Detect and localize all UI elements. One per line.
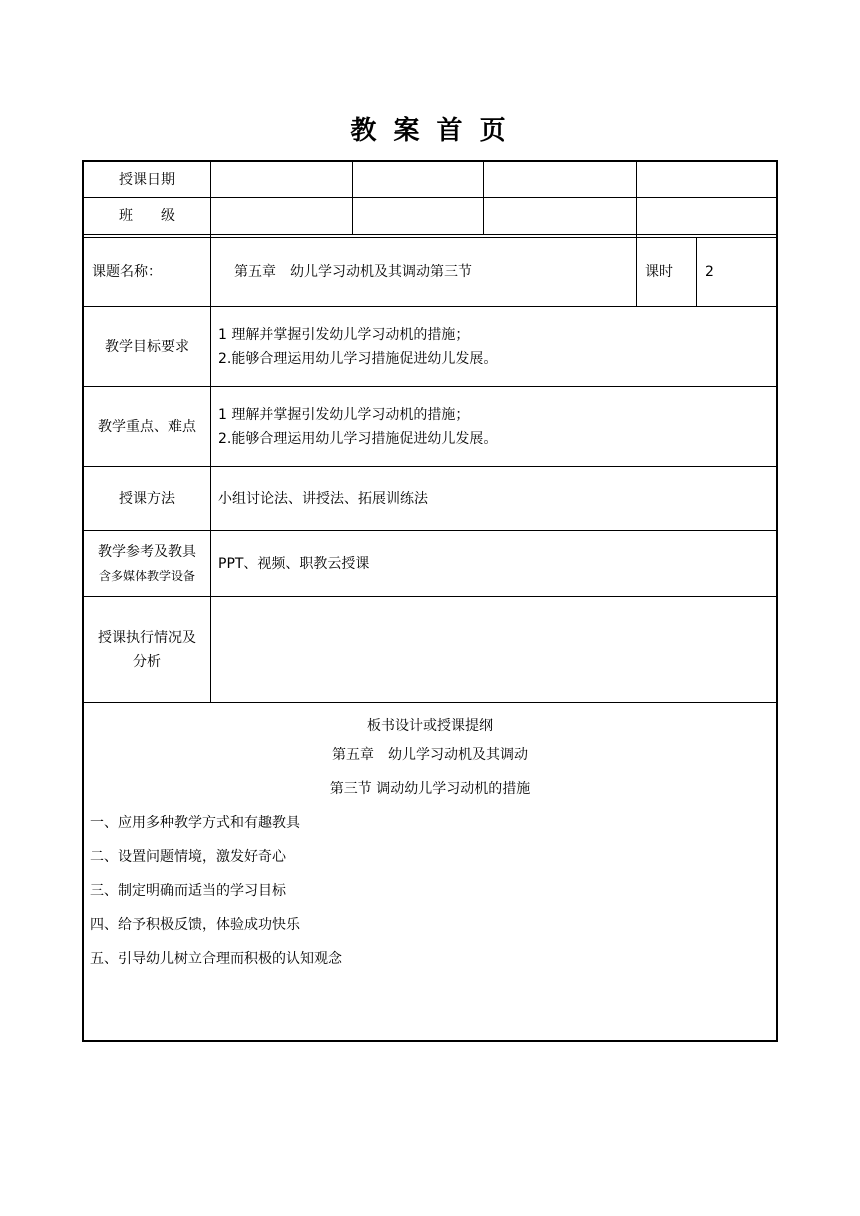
date-cell-2[interactable]: [353, 162, 483, 198]
objective-line: 2.能够合理运用幼儿学习措施促进幼儿发展。: [218, 350, 498, 367]
date-cell-1[interactable]: [211, 162, 352, 198]
date-cell-4[interactable]: [637, 162, 776, 198]
key-points-label: 教学重点、难点: [98, 418, 196, 435]
references-label-line1: 教学参考及教具: [98, 543, 196, 560]
objective-line: 1 理解并掌握引发幼儿学习动机的措施；: [218, 326, 470, 343]
date-cell-3[interactable]: [484, 162, 636, 198]
class-label: 班 级: [119, 208, 175, 224]
class-cell-2[interactable]: [353, 198, 483, 234]
references-label-line2: 含多媒体教学设备: [98, 568, 195, 583]
execution-label-line2: 分析: [133, 653, 161, 670]
hours-value: 2: [705, 264, 714, 280]
board-heading: 板书设计或授课提纲: [367, 718, 493, 734]
references-value: PPT、视频、职教云授课: [218, 555, 370, 572]
objectives-content: [218, 307, 774, 386]
execution-label-line1: 授课执行情况及: [98, 629, 196, 646]
page-title: 教 案 首 页: [350, 116, 510, 146]
board-chapter: 第五章 幼儿学习动机及其调动: [332, 747, 528, 763]
objectives-label: 教学目标要求: [105, 338, 189, 355]
execution-label: [84, 597, 210, 702]
execution-value[interactable]: [218, 597, 774, 702]
row-divider: [84, 702, 776, 703]
column-divider: [696, 237, 697, 307]
hours-label: 课时: [645, 264, 673, 280]
class-cell-3[interactable]: [484, 198, 636, 234]
topic-value: 第五章 幼儿学习动机及其调动第三节: [234, 264, 472, 280]
column-divider: [210, 162, 211, 702]
board-section: 第三节 调动幼儿学习动机的措施: [329, 781, 531, 797]
board-item: 四、给予积极反馈，体验成功快乐: [90, 917, 300, 933]
board-item: 一、应用多种教学方式和有趣教具: [90, 815, 300, 831]
class-cell-1[interactable]: [211, 198, 352, 234]
references-label: [84, 531, 210, 596]
row-divider: [84, 234, 776, 235]
key-point-line: 2.能够合理运用幼儿学习措施促进幼儿发展。: [218, 430, 498, 447]
topic-label: 课题名称：: [92, 264, 162, 280]
key-points-content: [218, 387, 774, 466]
board-item: 二、设置问题情境，激发好奇心: [90, 849, 286, 865]
board-item: 三、制定明确而适当的学习目标: [90, 883, 286, 899]
class-cell-4[interactable]: [637, 198, 776, 234]
lesson-plan-table: [82, 160, 778, 1042]
date-label: 授课日期: [119, 172, 175, 188]
method-label: 授课方法: [119, 490, 175, 507]
key-point-line: 1 理解并掌握引发幼儿学习动机的措施；: [218, 406, 470, 423]
method-value: 小组讨论法、讲授法、拓展训练法: [218, 490, 428, 507]
board-item: 五、引导幼儿树立合理而积极的认知观念: [90, 951, 342, 967]
